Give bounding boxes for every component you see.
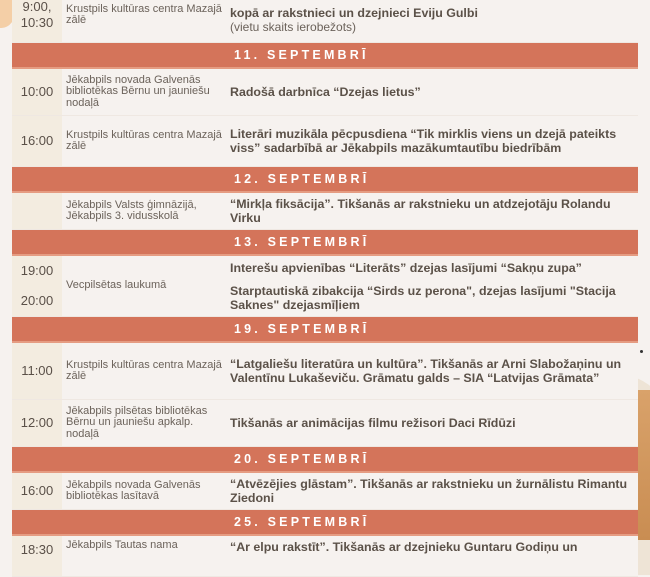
event-location: Krustpils kultūras centra Mazajā zālē [66,128,222,152]
time-slot: 20:00 [20,293,54,308]
table-row [12,69,638,116]
event-title: “Atvēzējies glāstam”. Tikšanās ar rakstnieku un žurnālistu Rimantu Ziedoni [230,477,628,505]
date-header: 20. SEPTEMBRĪ [12,447,638,473]
table-row [12,116,638,167]
date-header: 19. SEPTEMBRĪ [12,317,638,343]
event-title: “Mirkļa fiksācija”. Tikšanās ar rakstnieku un atdzejotāju Rolandu Virku [230,197,611,225]
event-time: 16:00 [12,473,62,509]
date-header: 13. SEPTEMBRĪ [12,230,638,256]
event-location: Jēkabpils Tautas nama [66,539,178,551]
event-time [12,193,62,229]
event-time: 18:30 [12,536,62,576]
table-row [12,0,638,43]
table-row [12,193,638,230]
table-row [12,473,638,510]
table-row [12,343,638,400]
event-title: “Ar elpu rakstīt”. Tikšanās ar dzejnieku Guntaru Godiņu un [230,540,578,554]
event-description [226,256,638,316]
date-header: 11. SEPTEMBRĪ [12,43,638,69]
event-location: Jēkabpils pilsētas bibliotēkas Bērnu un jauniešu apkalp. nodaļā [66,404,208,440]
event-title: Starptautiskā zibakcija “Sirds uz perona", dzejas lasījumi "Stacija Saknes" dzejasmīļiem [230,283,616,312]
event-time [12,256,62,316]
table-row [12,256,638,317]
event-schedule-table [12,0,638,577]
event-time: 11:00 [12,343,62,399]
event-location: Krustpils kultūras centra Mazajā zālē [66,2,222,26]
event-time [12,0,62,42]
time-line: 9:00, [22,0,52,14]
event-title: Radošā darbnīca “Dzejas lietus” [230,85,421,99]
event-location: Jēkabpils novada Galvenās bibliotēkas lasītavā [66,478,201,502]
time-line: 10:30 [20,15,54,30]
event-time: 10:00 [12,69,62,115]
decorative-dot [640,350,643,353]
event-title: Tikšanās ar animācijas filmu režisori Daci Rīdūzi [230,416,516,430]
event-location: Jēkabpils novada Galvenās bibliotēkas Bērnu un jauniešu nodaļā [66,73,210,109]
time-slot: 19:00 [20,263,54,278]
event-note: (vietu skaits ierobežots) [230,20,357,34]
date-header: 12. SEPTEMBRĪ [12,167,638,193]
event-location: Krustpils kultūras centra Mazajā zālē [66,358,222,382]
event-location: Vecpilsētas laukumā [66,279,167,292]
event-description [226,0,638,42]
event-time: 12:00 [12,400,62,446]
event-title: Interešu apvienības “Literāts” dzejas lasījumi “Sakņu zupa” [230,260,582,275]
table-row [12,536,638,577]
event-title: “Latgaliešu literatūra un kultūra”. Tikšanās ar Arni Slabožaņinu un Valentīnu Lukaševiču. Grāmatu galds – SIA “Latvijas Grāmata” [230,357,622,385]
event-time: 16:00 [12,116,62,166]
event-title: Literāri muzikāla pēcpusdiena “Tik mirklis viens un dzejā pateikts viss” sadarbībā ar Jēkabpils mazākumtautību biedrībām [230,127,617,155]
table-row [12,400,638,447]
decorative-kraft-paper [637,390,650,540]
event-title: kopā ar rakstnieci un dzejnieci Eviju Gulbi [230,6,478,20]
event-location: Jēkabpils Valsts ģimnāzijā, Jēkabpils 3. vidusskolā [66,198,197,222]
date-header: 25. SEPTEMBRĪ [12,510,638,536]
